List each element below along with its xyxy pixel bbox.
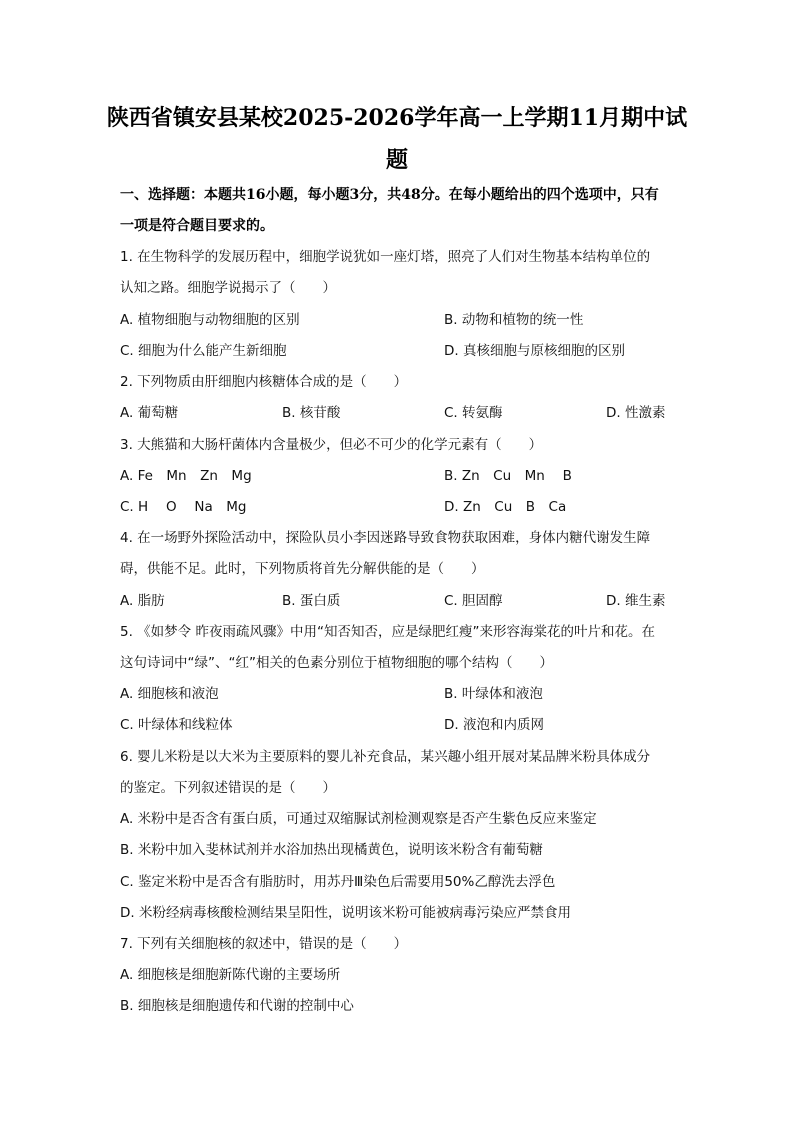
section-instruction-line-2: 一项是符合题目要求的。 bbox=[120, 218, 274, 234]
q1-stem-line-2: 认知之路。细胞学说揭示了（ ） bbox=[120, 280, 336, 296]
q4-stem-line-1: 4. 在一场野外探险活动中，探险队员小李因迷路导致食物获取困难，身体内糖代谢发生障 bbox=[120, 530, 651, 546]
q4-option-a: A. 脂肪 bbox=[120, 593, 165, 609]
q2-option-d: D. 性激素 bbox=[606, 405, 666, 421]
exam-title-line-2: 题 bbox=[385, 147, 408, 173]
q6-stem-line-2: 的鉴定。下列叙述错误的是（ ） bbox=[120, 780, 336, 796]
q7-option-b: B. 细胞核是细胞遗传和代谢的控制中心 bbox=[120, 998, 354, 1014]
q6-stem-line-1: 6. 婴儿米粉是以大米为主要原料的婴儿补充食品，某兴趣小组开展对某品牌米粉具体成分 bbox=[120, 749, 651, 765]
q7-stem: 7. 下列有关细胞核的叙述中，错误的是（ ） bbox=[120, 936, 408, 952]
q4-option-c: C. 胆固醇 bbox=[444, 593, 503, 609]
q5-option-d: D. 液泡和内质网 bbox=[444, 717, 544, 733]
q3-option-b: B. Zn Cu Mn B bbox=[444, 468, 572, 484]
q2-option-a: A. 葡萄糖 bbox=[120, 405, 179, 421]
q5-stem-line-2: 这句诗词中“绿”、“红”相关的色素分别位于植物细胞的哪个结构（ ） bbox=[120, 655, 553, 671]
q5-stem-line-1: 5. 《如梦令 昨夜雨疏风骤》中用“知否知否，应是绿肥红瘦”来形容海棠花的叶片和花。在 bbox=[120, 624, 655, 640]
q5-option-b: B. 叶绿体和液泡 bbox=[444, 686, 543, 702]
q1-option-a: A. 植物细胞与动物细胞的区别 bbox=[120, 312, 300, 328]
q4-option-d: D. 维生素 bbox=[606, 593, 666, 609]
q5-option-c: C. 叶绿体和线粒体 bbox=[120, 717, 233, 733]
q6-option-a: A. 米粉中是否含有蛋白质，可通过双缩脲试剂检测观察是否产生紫色反应来鉴定 bbox=[120, 811, 597, 827]
q6-option-b: B. 米粉中加入斐林试剂并水浴加热出现橘黄色，说明该米粉含有葡萄糖 bbox=[120, 842, 543, 858]
q1-option-c: C. 细胞为什么能产生新细胞 bbox=[120, 343, 287, 359]
q6-option-c: C. 鉴定米粉中是否含有脂肪时，用苏丹Ⅲ染色后需要用50%乙醇洗去浮色 bbox=[120, 874, 556, 890]
q4-option-b: B. 蛋白质 bbox=[282, 593, 341, 609]
q4-stem-line-2: 碍，供能不足。此时，下列物质将首先分解供能的是（ ） bbox=[120, 561, 485, 577]
q3-option-d: D. Zn Cu B Ca bbox=[444, 499, 567, 515]
q1-stem-line-1: 1. 在生物科学的发展历程中，细胞学说犹如一座灯塔，照亮了人们对生物基本结构单位的 bbox=[120, 249, 651, 265]
q7-option-a: A. 细胞核是细胞新陈代谢的主要场所 bbox=[120, 967, 341, 983]
q6-option-d: D. 米粉经病毒核酸检测结果呈阳性，说明该米粉可能被病毒污染应严禁食用 bbox=[120, 905, 571, 921]
q5-option-a: A. 细胞核和液泡 bbox=[120, 686, 219, 702]
q1-option-b: B. 动物和植物的统一性 bbox=[444, 312, 584, 328]
q1-option-d: D. 真核细胞与原核细胞的区别 bbox=[444, 343, 625, 359]
section-instruction-line-1: 一、选择题：本题共16小题，每小题3分，共48分。在每小题给出的四个选项中，只有 bbox=[120, 187, 659, 203]
q3-option-a: A. Fe Mn Zn Mg bbox=[120, 468, 252, 484]
q2-option-b: B. 核苷酸 bbox=[282, 405, 341, 421]
q3-stem: 3. 大熊猫和大肠杆菌体内含量极少，但必不可少的化学元素有（ ） bbox=[120, 437, 543, 453]
exam-title-line-1: 陕西省镇安县某校2025-2026学年高一上学期11月期中试 bbox=[106, 105, 688, 131]
q2-option-c: C. 转氨酶 bbox=[444, 405, 503, 421]
q3-option-c: C. H O Na Mg bbox=[120, 499, 247, 515]
q2-stem: 2. 下列物质由肝细胞内核糖体合成的是（ ） bbox=[120, 374, 408, 390]
